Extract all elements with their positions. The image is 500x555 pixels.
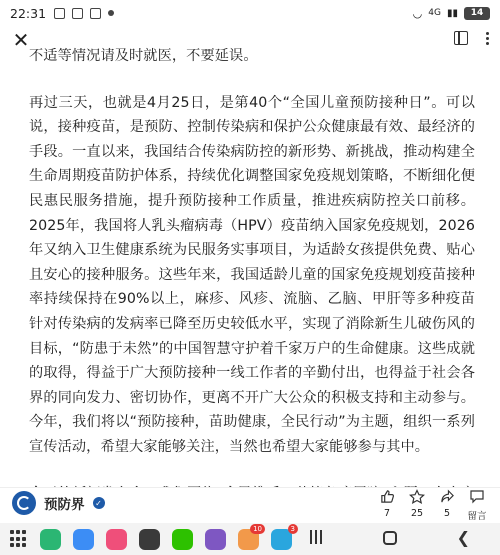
system-nav-bar [0,523,500,555]
notification-icon [90,8,101,19]
close-icon[interactable]: ✕ [12,28,30,52]
signal-icon: ▮▮ [446,7,458,19]
favorite-button[interactable] [402,488,432,522]
comment-label: 留言 [467,511,487,522]
wechat-app-icon[interactable] [172,529,193,550]
back-icon[interactable]: ❮ [456,528,470,547]
recents-icon[interactable] [309,530,323,546]
notification-badge: 10 [250,524,265,534]
star-icon [409,488,425,505]
notification-icon [54,8,65,19]
account-name[interactable]: 预防界 [44,497,85,513]
notification-badge: 3 [288,524,298,534]
share-icon [440,488,455,505]
article-actions [372,488,492,522]
app-grid-icon[interactable] [10,530,28,548]
article-bottom-bar [0,487,500,523]
email-app-icon[interactable] [271,524,295,550]
avatar[interactable] [12,491,36,515]
status-time: 22:31 [10,5,47,21]
comment-button[interactable] [462,488,492,522]
gallery-app-icon[interactable] [106,529,127,550]
account-info[interactable] [12,491,105,515]
more-vertical-icon[interactable] [482,32,492,45]
article-paragraph: 不适等情况请及时就医，不要延误。 [29,48,258,64]
status-bar [0,0,500,26]
nav-buttons [309,530,470,546]
like-button[interactable] [372,488,402,522]
article-paragraph: 再过三天，也就是4月25日，是第40个“全国儿童预防接种日”。可以说，接种疫苗，是预防、控制传染病和保护公众健康最有效、最经济的手段。一直以来，我国结合传染病防控的新形势、新挑战，推动构建全生命周期疫苗防护体系，持续优化调整国家免疫规划策略，不断细化便民惠民服务措施，提升预防接种工作质量，推进疾病防控关口前移。2025年，我国将人乳头瘤病毒（HPV）疫苗纳入国家免疫规划，2026年又纳入卫生健康系统为民服务实事项目，为适龄女孩提供免费、贴心且安心的接种服务。这些年来，我国适龄儿童的国家免疫规划疫苗接种率持续保持在90%以上，麻疹、风疹、流脑、乙脑、甲肝等多种疫苗针对传染病的发病率已降至历史较低水平，实现了消除新生儿破伤风的目标，“防患于未然”的中国智慧守护着千家万户的生命健康。这些成就的取得，得益于广大预防接种一线工作者的辛勤付出，也得益于社会各界的同向发力、密切协作，更离不开广大公众的积极支持和主动参与。今年，我们将以“预防接种，苗助健康，全民行动”为主题，组织一系列宣传活动，希望大家能够关注，当然也希望大家能够参与其中。 [29,94,475,455]
verified-icon: ✓ [93,497,105,509]
messages-app-icon[interactable] [73,529,94,550]
article-body [29,42,475,487]
notification-icon [108,10,114,16]
thumbs-up-icon [380,488,395,505]
share-button[interactable] [432,488,462,522]
status-notification-icons [54,8,114,19]
favorite-count: 25 [410,508,424,519]
app-dock [6,524,295,550]
phone-app-icon[interactable] [40,529,61,550]
network-type-label: 4G [428,8,441,18]
like-count: 7 [383,508,391,519]
comment-icon [469,488,485,505]
share-count: 5 [443,508,451,519]
status-system-icons [413,7,490,20]
camera-app-icon[interactable] [139,529,160,550]
browser-app-icon[interactable] [205,529,226,550]
home-icon[interactable] [383,531,397,545]
wifi-icon: ◡ [412,6,423,20]
battery-icon: 14 [464,7,490,20]
notification-icon [72,8,83,19]
assistant-app-icon[interactable] [238,524,262,550]
